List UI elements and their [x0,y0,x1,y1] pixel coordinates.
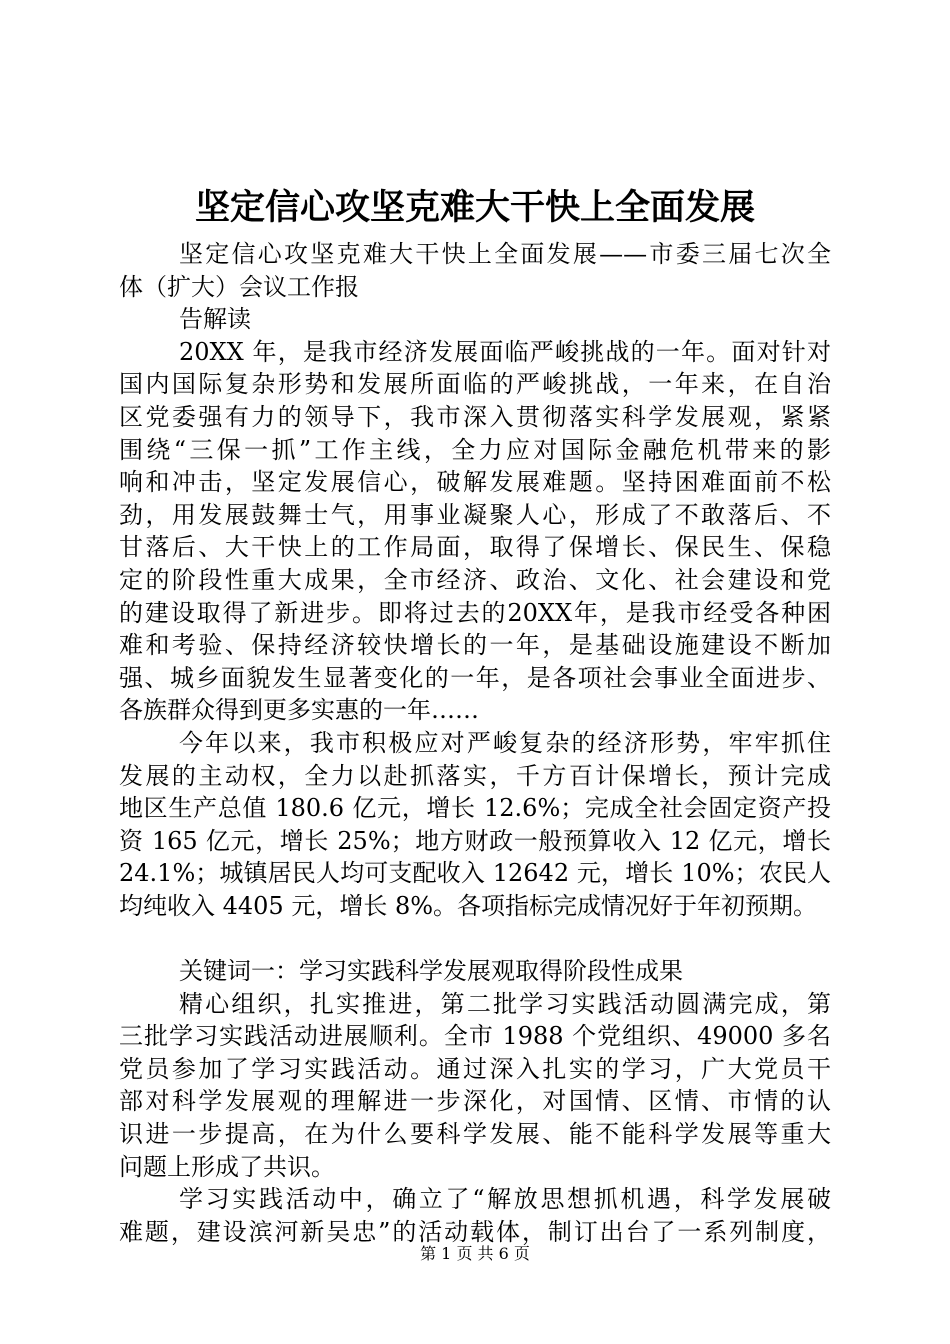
body-line: 部对科学发展观的理解进一步深化，对国情、区情、市情的认 [119,1087,831,1116]
document-title: 坚定信心攻坚克难大干快上全面发展 [194,187,755,228]
body-line: 今年以来，我市积极应对严峻复杂的经济形势，牢牢抓住 [179,728,831,757]
body-line: 强、城乡面貌发生显著变化的一年，是各项社会事业全面进步、 [119,663,831,692]
body-line: 难题，建设滨河新吴忠”的活动载体，制订出台了一系列制度， [119,1217,831,1246]
body-line: 区党委强有力的领导下，我市深入贯彻落实科学发展观，紧紧 [119,402,831,431]
body-line: 精心组织，扎实推进，第二批学习实践活动圆满完成，第 [179,989,831,1018]
body-line: 问题上形成了共识。 [119,1152,335,1181]
body-line: 三批学习实践活动进展顺利。全市 1988 个党组织、49000 多名 [119,1022,831,1051]
document-body [119,238,831,1248]
body-line: 20XX 年，是我市经济发展面临严峻挑战的一年。面对针对 [179,337,831,366]
body-line: 告解读 [179,305,251,334]
body-line: 学习实践活动中，确立了“解放思想抓机遇，科学发展破 [179,1185,831,1214]
blank-line [119,922,831,955]
section-heading: 关键词一：学习实践科学发展观取得阶段性成果 [179,957,683,986]
body-line: 各族群众得到更多实惠的一年…… [119,696,479,725]
body-line: 均纯收入 4405 元，增长 8%。各项指标完成情况好于年初预期。 [119,891,818,920]
body-line: 劲，用发展鼓舞士气，用事业凝聚人心，形成了不敢落后、不 [119,500,831,529]
body-line: 的建设取得了新进步。即将过去的20XX年，是我市经受各种困 [119,598,831,627]
body-line: 识进一步提高，在为什么要科学发展、能不能科学发展等重大 [119,1120,831,1149]
body-line: 地区生产总值 180.6 亿元，增长 12.6%；完成全社会固定资产投 [119,794,831,823]
body-line: 国内国际复杂形势和发展所面临的严峻挑战，一年来，在自治 [119,370,831,399]
page-footer: 第 1 页 共 6 页 [420,1244,530,1263]
body-line: 甘落后、大干快上的工作局面，取得了保增长、保民生、保稳 [119,533,831,562]
body-line: 体（扩大）会议工作报 [119,272,359,301]
body-line: 难和考验、保持经济较快增长的一年，是基础设施建设不断加 [119,631,831,660]
body-line: 党员参加了学习实践活动。通过深入扎实的学习，广大党员干 [119,1054,831,1083]
body-line: 24.1%；城镇居民人均可支配收入 12642 元，增长 10%；农民人 [119,859,831,888]
body-line: 响和冲击，坚定发展信心，破解发展难题。坚持困难面前不松 [119,468,831,497]
body-line: 围绕“三保一抓”工作主线，全力应对国际金融危机带来的影 [119,435,831,464]
body-line: 定的阶段性重大成果，全市经济、政治、文化、社会建设和党 [119,565,831,594]
body-line: 资 165 亿元，增长 25%；地方财政一般预算收入 12 亿元，增长 [119,826,831,855]
body-line: 发展的主动权，全力以赴抓落实，千方百计保增长，预计完成 [119,761,831,790]
body-line: 坚定信心攻坚克难大干快上全面发展——市委三届七次全 [179,240,831,268]
